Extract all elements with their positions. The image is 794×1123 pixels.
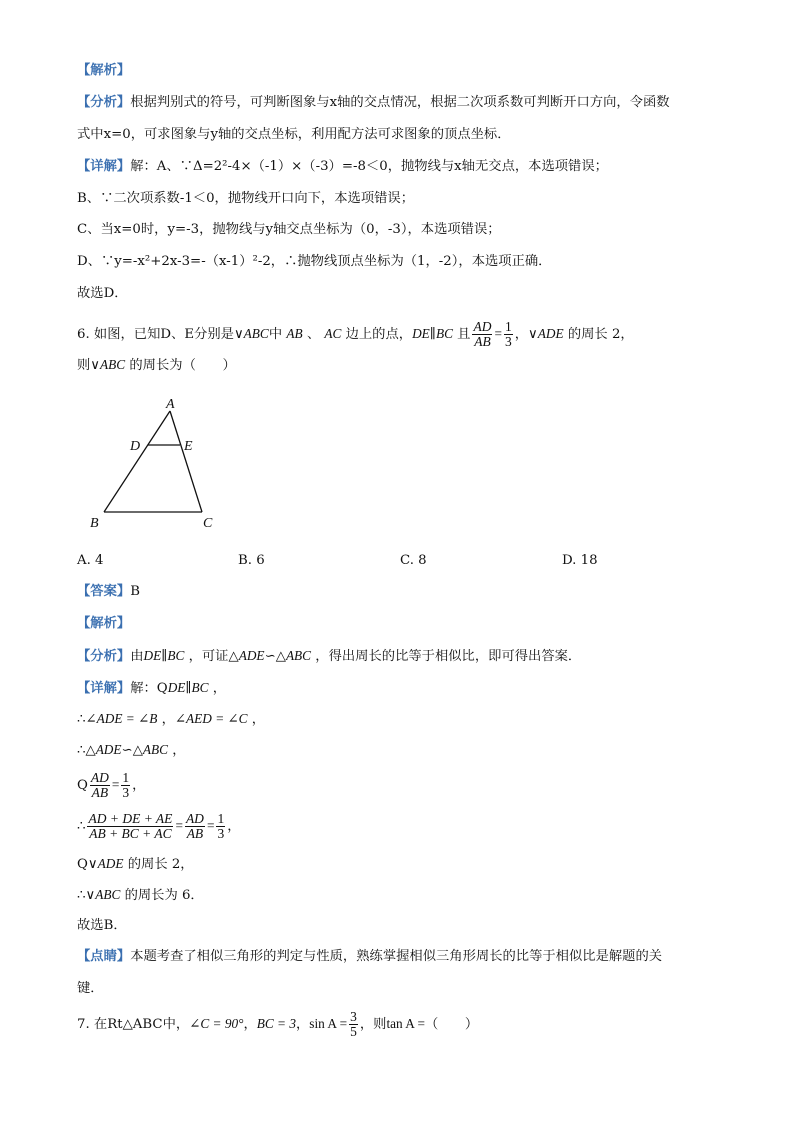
stem-math: AC [324,326,342,341]
answer-line [77,583,140,601]
analysis-paragraph [77,94,670,112]
detail-paragraph-6: 【详解】解：QDE∥BC ， [77,680,227,696]
detail-paragraph [77,158,608,176]
analysis-heading-6: 【解析】 [77,616,131,631]
choose-line: 故选D． [77,286,128,301]
stem-text: 6. 如图，已知D、E分别是 [77,327,234,342]
proof-given: Q∨ADE 的周长 2， [77,856,194,872]
option-b: B. 6 [238,553,265,568]
stem-math: ∨ADE [528,326,564,341]
detail-line-d: D、∵y=-x²+2x-3=-（x-1）²-2，∴抛物线顶点坐标为（1，-2），本选项正确． [77,254,552,269]
detail-line-c: C、当x=0时，y=-3，抛物线与y轴交点坐标为（0，-3），本选项错误； [77,222,501,237]
side-ab [104,411,170,512]
option-d: D. 18 [562,553,598,568]
analysis-text-2: 式中x=0，可求图象与y轴的交点坐标，利用配方法可求图象的顶点坐标． [77,127,511,142]
option-a: A. 4 [77,553,104,568]
detail-text: 解：A、∵Δ=2²-4×（-1）×（-3）=-8＜0，抛物线与x轴无交点，本选项错误； [130,159,608,174]
answer-value: B [130,584,140,599]
stem-text: 且 [457,327,471,342]
stem-math: DE∥BC [412,326,453,341]
label-a: A [166,397,175,412]
stem-text: 边上的点， [345,327,413,342]
comment-label: 【点睛】 [77,949,131,964]
ratio-value-fraction: $\frac{1}{3}$ [504,319,512,349]
analysis-paragraph-6: 【分析】由DE∥BC ，可证△ADE∽△ABC ，得出周长的比等于相似比，即可得出答案． [77,648,582,664]
stem-text: 中 [268,327,283,342]
triangle-figure [80,390,230,535]
analysis-text: 根据判别式的符号，可判断图象与x轴的交点情况，根据二次项系数可判断开口方向，令函数 [130,95,670,110]
question-6-stem-2: 则∨ABC 的周长为（ ） [77,357,236,373]
ratio-fraction: $\frac{AD}{AB}$ [473,319,492,349]
proof-ratio: Q $\frac{AD}{AB}$ = $\frac{1}{3}$ ， [77,770,146,800]
side-ac [170,411,202,512]
answer-label: 【答案】 [77,584,131,599]
proof-result: ∴∨ABC 的周长为 6． [77,887,204,903]
comment-text-2: 键． [77,981,104,996]
question-7-stem: 7. 在Rt△ABC中，∠C = 90°，BC = 3，sin A = $\frac{3}{5}$ ，则tan A =（ ） [77,1009,479,1039]
comment-paragraph: 【点睛】本题考查了相似三角形的判定与性质，熟练掌握相似三角形周长的比等于相似比是解题的关 [77,949,663,964]
analysis-label: 【分析】 [77,95,131,110]
proof-perimeter-ratio: ∴ $\frac{AD + DE + AE}{AB + BC + AC}$ = $\frac{AD}{AB}$ = $\frac{1}{3}$ ， [77,811,241,841]
choose-line-6: 故选B． [77,918,127,933]
stem-math: ∨ABC [233,326,269,341]
sin-fraction: $\frac{3}{5}$ [350,1009,357,1039]
stem-math: AB [286,326,303,341]
label-c: C [203,516,213,531]
stem-text: 、 [306,327,321,342]
proof-similar: ∴△ADE∽△ABC ， [77,742,186,758]
analysis-heading: 【解析】 [77,63,131,78]
label-e: E [184,439,193,454]
proof-angles: ∴∠ADE = ∠B ，∠AED = ∠C ， [77,711,266,727]
stem-text: 的周长 2， [567,327,634,342]
detail-label: 【详解】 [77,159,131,174]
question-6-stem: 6. 如图，已知D、E分别是∨ABC中 AB 、 AC 边上的点，DE∥BC 且 $\frac{AD}{AB}$ = $\frac{1}{3}$ ，∨ADE 的周长 2， [77,319,634,349]
option-c: C. 8 [400,553,427,568]
label-b: B [90,516,99,531]
label-d: D [130,439,141,454]
detail-line-b: B、∵二次项系数-1＜0，抛物线开口向下，本选项错误； [77,191,415,206]
